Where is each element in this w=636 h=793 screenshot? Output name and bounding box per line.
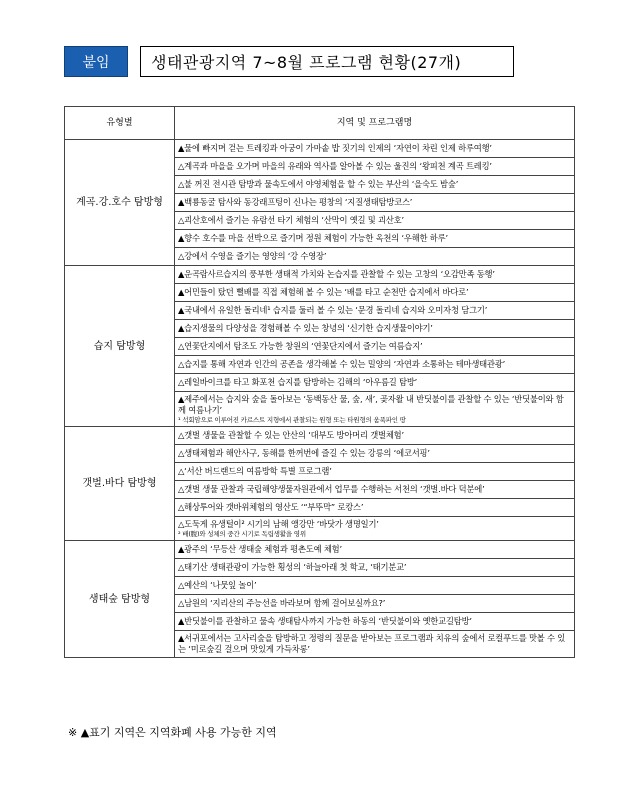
program-cell: △괴산호에서 즐기는 유람선 타기 체험의 ‘산막이 옛길 및 괴산호’ (175, 212, 575, 230)
category-cell: 갯벌.바다 탐방형 (65, 427, 175, 541)
program-cell: ▲서귀포에서는 고사리숲을 탐방하고 정령의 질문을 받아보는 프로그램과 치유의 숲에서 로컬푸드를 맛볼 수 있는 ‘미로숲길 걸으며 맛있게 가득차롱’ (175, 631, 575, 658)
program-table (64, 106, 575, 658)
program-cell: △남원의 ‘지리산의 주능선을 바라보며 함께 걸어보실까요?’ (175, 595, 575, 613)
program-cell: △태기산 생태관광이 가능한 횡성의 ‘하늘아래 첫 학교, ‘태기분교’ (175, 559, 575, 577)
column-header-category: 유형별 (65, 107, 175, 140)
program-cell: △불 꺼진 전시관 탐방과 물속도에서 야영체험을 할 수 있는 부산의 ‘을숙도 밤숲’ (175, 176, 575, 194)
footnote: ※ ▲표기 지역은 지역화폐 사용 가능한 지역 (68, 726, 277, 739)
footnote-text: ² 배(腹)와 성체의 중간 시기로 독립생활을 영위 (178, 530, 306, 538)
program-cell: ▲운곡람사르습지의 풍부한 생태적 가치와 논습지를 관찰할 수 있는 고창의 ‘오감만족 동행’ (175, 266, 575, 284)
program-cell: △계곡과 마을을 오가며 마을의 유래와 역사를 알아볼 수 있는 울진의 ‘왕피천 계곡 트레킹’ (175, 158, 575, 176)
category-cell: 습지 탐방형 (65, 266, 175, 427)
category-cell: 계곡.강.호수 탐방형 (65, 140, 175, 266)
table-row (65, 140, 575, 158)
program-cell: △‘서산 버드랜드의 여름방학 특별 프로그램’ (175, 463, 575, 481)
program-cell: ▲국내에서 유일한 돌리네¹ 습지를 둘러 볼 수 있는 ‘문경 돌리네 습지와 오미자청 담그기’ (175, 302, 575, 320)
table-header-row (65, 107, 575, 140)
program-text: △도둑게 유생털이² 시기의 남해 앵강만 ‘바닷가 생명일기’ (178, 519, 379, 529)
program-cell: ▲습지생물의 다양성을 경험해볼 수 있는 창녕의 ‘신기한 습지생물이야기’ (175, 320, 575, 338)
program-cell (175, 517, 575, 541)
program-cell: ▲반딧불이를 관찰하고 물속 생태탐사까지 가능한 하동의 ‘반딧불이와 옛한교길탐방’ (175, 613, 575, 631)
program-cell: △습지를 통해 자연과 인간의 공존을 생각해볼 수 있는 밀양의 ‘자연과 소통하는 테마생태관광’ (175, 356, 575, 374)
column-header-program: 지역 및 프로그램명 (175, 107, 575, 140)
footnote-text: ¹ 석회암으로 이루어진 카르스트 지형에서 관찰되는 원형 또는 타원형의 움푹파인 땅 (178, 416, 406, 424)
program-cell: △갯벌 생물 관찰과 국립해양생물자원관에서 업무를 수행하는 서천의 ‘갯벌.바다 덕분에’ (175, 481, 575, 499)
program-cell: △해상투어와 갯바위체험의 영산도 ‘“부뚜막” 로캉스’ (175, 499, 575, 517)
table-row (65, 427, 575, 445)
program-cell: ▲어민들이 탔던 뻘배를 직접 체험해 볼 수 있는 ‘배를 타고 순천만 습지에서 바다로’ (175, 284, 575, 302)
category-cell: 생태숲 탐방형 (65, 541, 175, 658)
program-cell (175, 392, 575, 427)
program-cell: △강에서 수영을 즐기는 영양의 ‘강 수영장’ (175, 248, 575, 266)
program-text: ▲제주에서는 습지와 숲을 돌아보는 ‘동백동산 물, 숲, 새’, 곶자왈 내 반딧불이를 관찰할 수 있는 ‘반딧불이와 함께 여름나기’ (178, 394, 564, 415)
program-cell: △예산의 ‘나뭇잎 놀이’ (175, 577, 575, 595)
program-cell: ▲광주의 ‘무등산 생태숲 체험과 평촌도예 체험’ (175, 541, 575, 559)
program-cell: ▲백룡동굴 탐사와 동강래프팅이 신나는 평창의 ‘지질생태탐방코스’ (175, 194, 575, 212)
table-row (65, 541, 575, 559)
program-cell: ▲물에 빠지며 걷는 트레킹과 아궁이 가마솥 밥 짓기의 인제의 ‘자연이 차린 인제 하루여행’ (175, 140, 575, 158)
program-cell: △연꽃단지에서 탐조도 가능한 창원의 ‘연꽃단지에서 즐기는 여름습지’ (175, 338, 575, 356)
program-cell: △레일바이크를 타고 화포천 습지를 탐방하는 김해의 ‘아우름길 탐방’ (175, 374, 575, 392)
table-row (65, 266, 575, 284)
program-cell: ▲향수 호수를 마을 선박으로 즐기며 정원 체험이 가능한 옥천의 ‘우해한 하루’ (175, 230, 575, 248)
program-cell: △갯벌 생물을 관찰할 수 있는 안산의 ‘대부도 방아머리 갯벌체험’ (175, 427, 575, 445)
program-cell: △생태체험과 해안사구, 동해를 한꺼번에 즐길 수 있는 강릉의 ‘에코서핑’ (175, 445, 575, 463)
attachment-badge: 붙임 (64, 46, 128, 77)
document-title: 생태관광지역 7~8월 프로그램 현황(27개) (140, 46, 514, 77)
header (64, 46, 514, 77)
